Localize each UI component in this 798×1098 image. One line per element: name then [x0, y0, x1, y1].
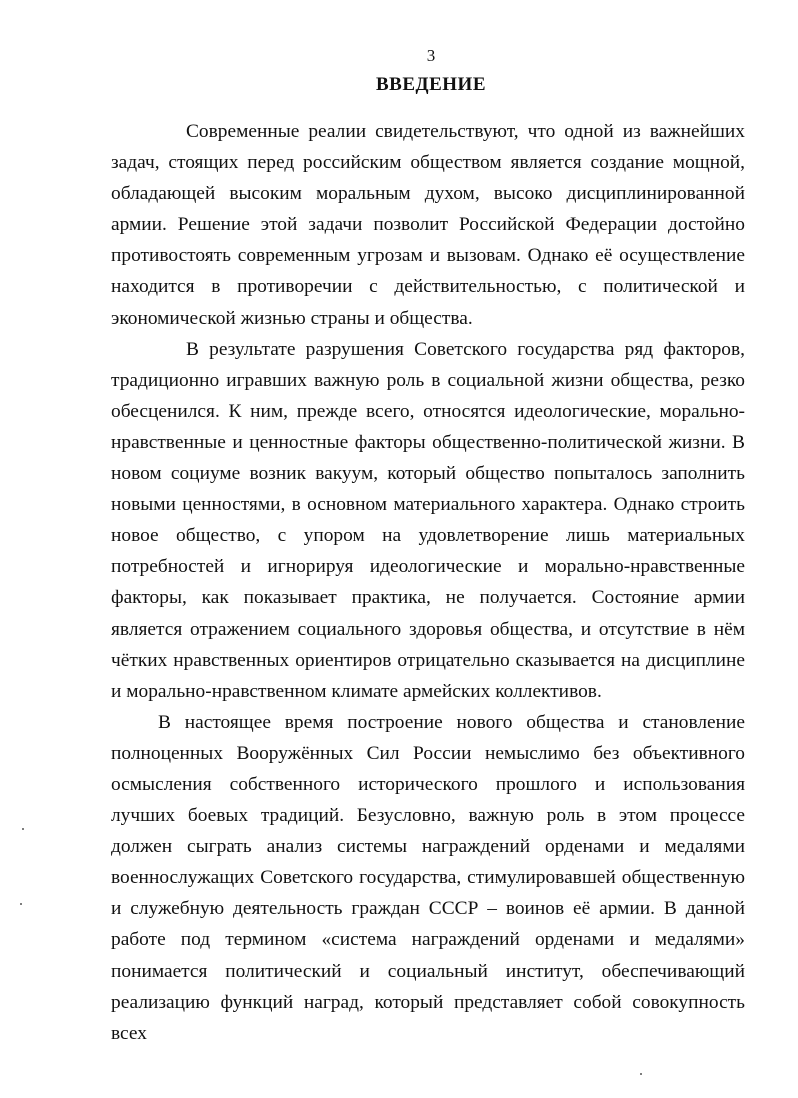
- scan-speck: [640, 1073, 642, 1075]
- paragraph-3: В настоящее время построение нового общества и становление полноценных Вооружённых Сил России немыслимо без объективного осмысления собственного исторического прошлого и использования лучших боевых традиций. Безусловно, важную роль в этом процессе должен сыграть анализ системы награждений орденами и медалями военнослужащих Советского государства, стимулировавшей общественную и служебную деятельность граждан СССР – воинов её армии. В данной работе под термином «система награждений орденами и медалями» понимается политический и социальный институт, обеспечивающий реализацию функций наград, который представляет собой совокупность всех: [111, 711, 745, 1044]
- page-number: 3: [426, 46, 436, 65]
- scan-speck: [22, 828, 24, 830]
- paragraph-2: В результате разрушения Советского государства ряд факторов, традиционно игравших важную роль в социальной жизни общества, резко обесценился. К ним, прежде всего, относятся идеологические, морально-нравственные и ценностные факторы общественно-политической жизни. В новом социуме возник вакуум, который общество попыталось заполнить новыми ценностями, в основном материального характера. Однако строить новое общество, с упором на удовлетворение лишь материальных потребностей и игнорируя идеологические и морально-нравственные факторы, как показывает практика, не получается. Состояние армии является отражением социального здоровья общества, и отсутствие в нём чётких нравственных ориентиров отрицательно сказывается на дисциплине и морально-нравственном климате армейских коллективов.: [111, 338, 745, 702]
- section-heading: ВВЕДЕНИЕ: [376, 74, 486, 95]
- body-text: [111, 116, 745, 1049]
- paragraph-1: Современные реалии свидетельствуют, что одной из важнейших задач, стоящих перед российским обществом является создание мощной, обладающей высоким моральным духом, высоко дисциплинированной армии. Решение этой задачи позволит Российской Федерации достойно противостоять современным угрозам и вызовам. Однако её осуществление находится в противоречии с действительностью, с политической и экономической жизнью страны и общества.: [111, 121, 745, 329]
- scan-speck: [20, 903, 22, 905]
